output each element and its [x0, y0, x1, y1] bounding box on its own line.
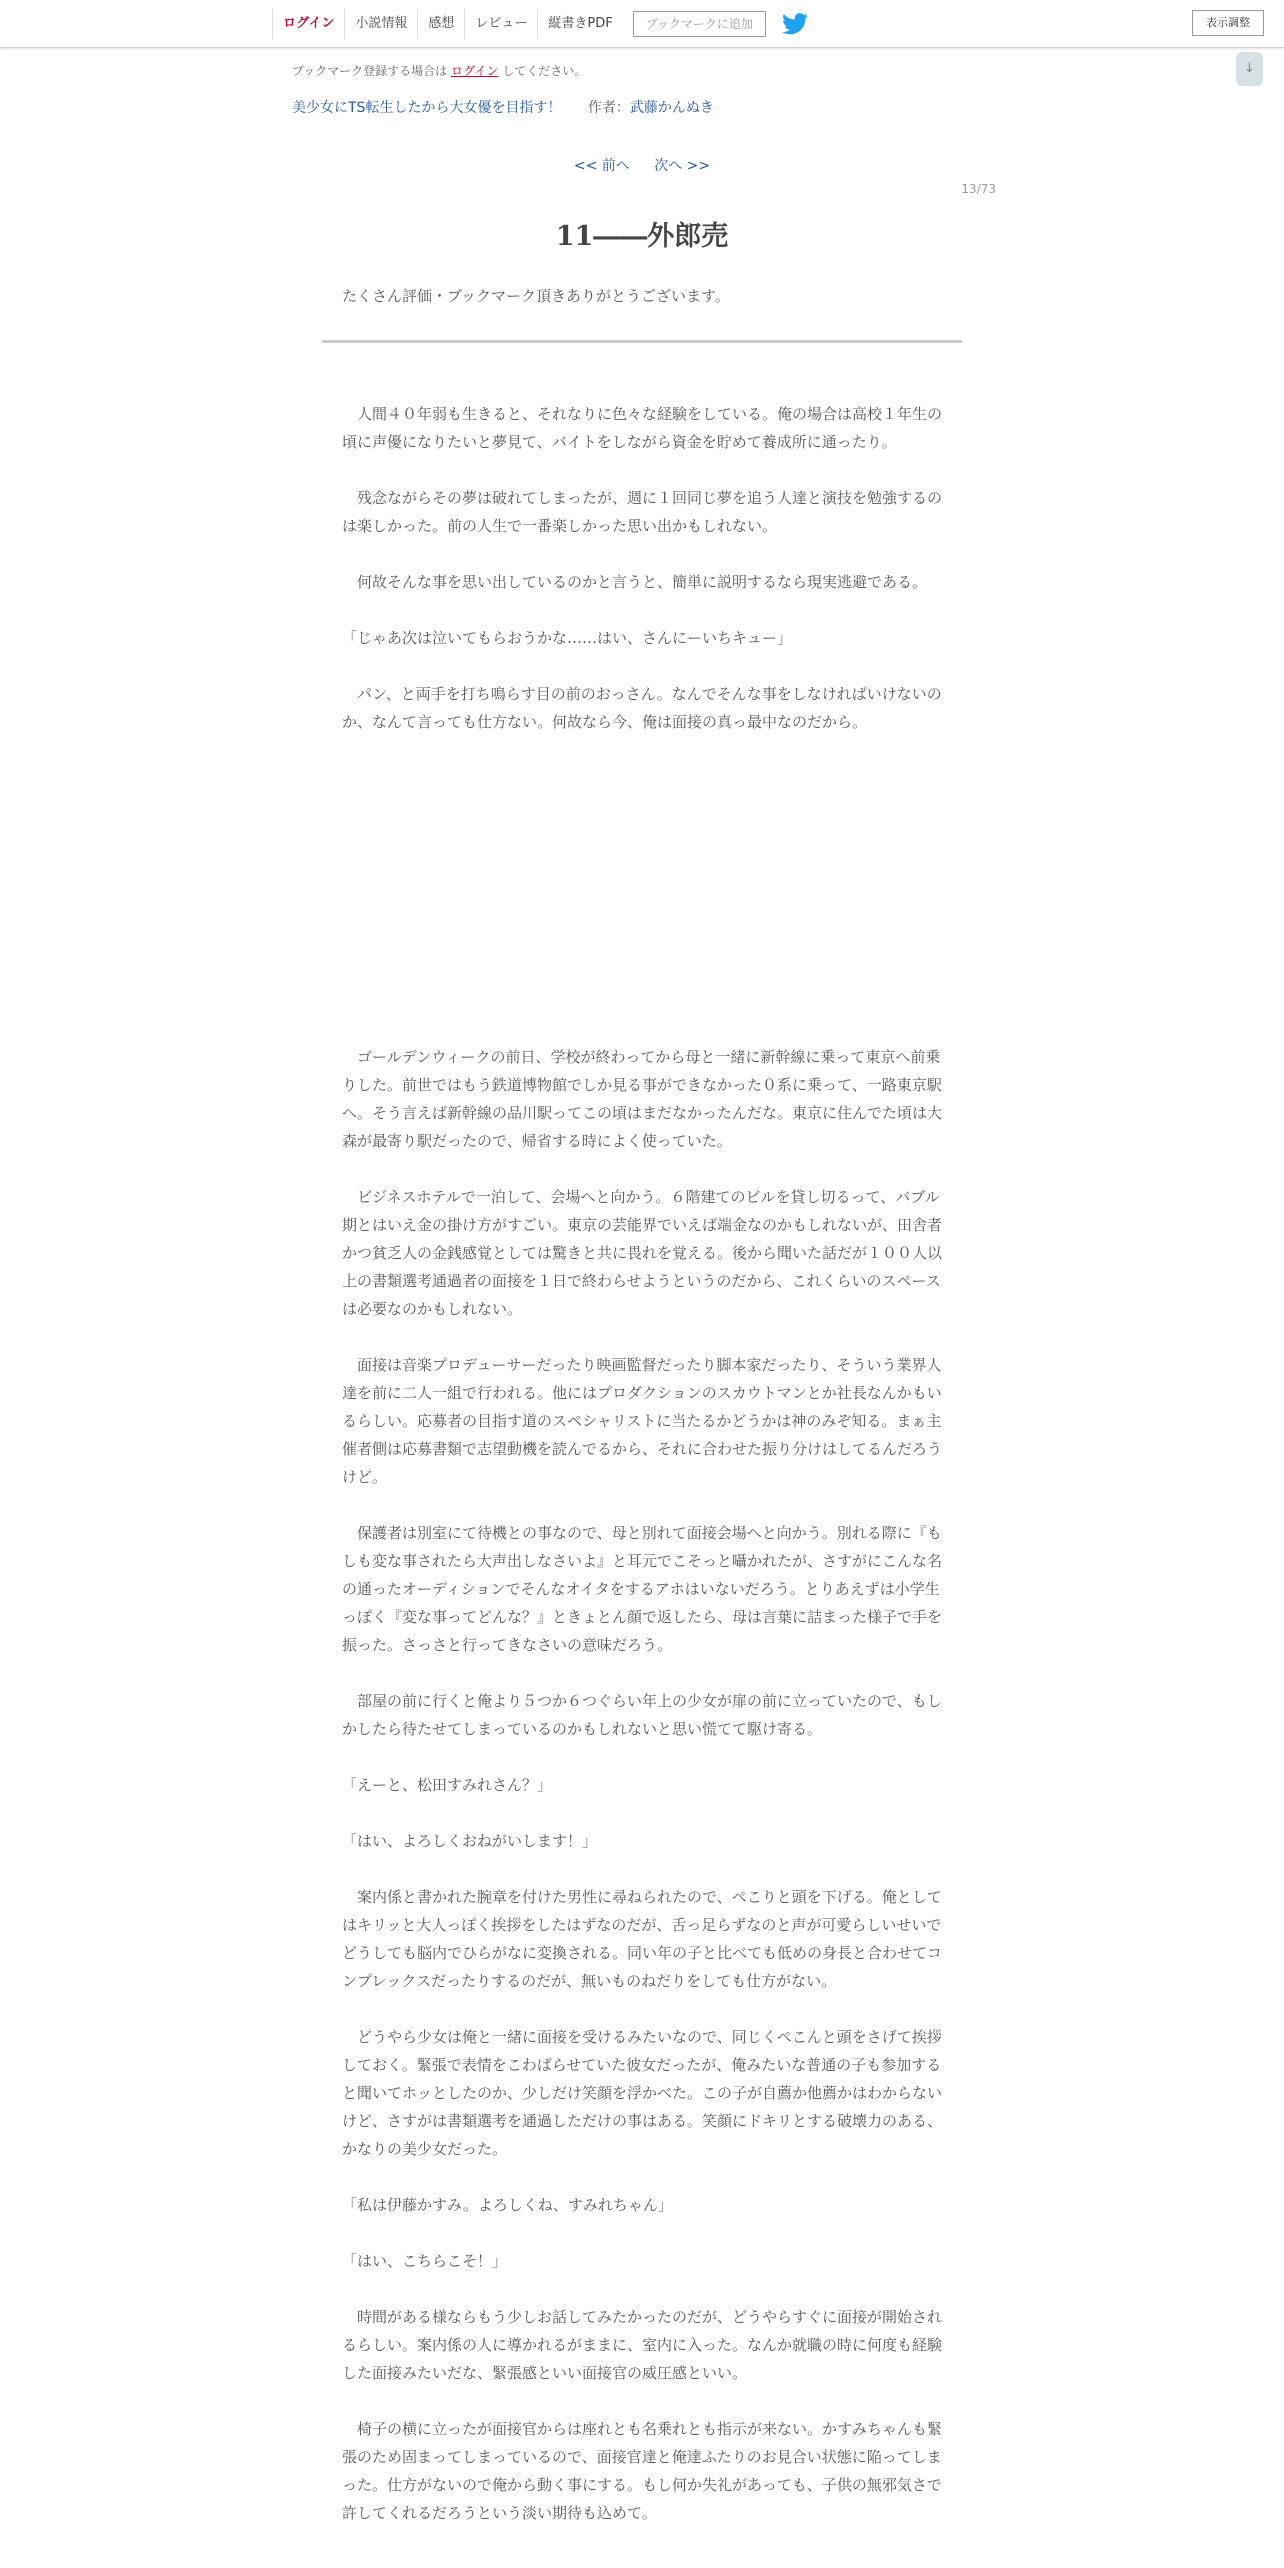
chapter-pager	[0, 155, 1284, 175]
body-paragraph: 保護者は別室にて待機との事なので、母と別れて面接会場へと向かう。別れる際に『もしも変な事されたら大声出しなさいよ』と耳元でこそっと囁かれたが、さすがにこんな名の通ったオーディションでそんなオイタをするアホはいないだろう。とりあえずは小学生っぽく『変な事ってどんな？』ときょとん顔で返したら、母は言葉に詰まった様子で手を振った。さっさと行ってきなさいの意味だろう。	[342, 1524, 943, 1654]
nav-impressions-link[interactable]: 感想	[417, 9, 464, 39]
chapter-counter: 13/73	[961, 182, 996, 196]
notice-text-before: ブックマーク登録する場合は	[292, 64, 448, 78]
body-paragraph: どうやら少女は俺と一緒に面接を受けるみたいなので、同じくぺこんと頭をさげて挨拶しておく。緊張で表情をこわばらせていた彼女だったが、俺みたいな普通の子も参加すると聞いてホッとしたのか、少しだけ笑顔を浮かべた。この子が自薦か他薦かはわからないけど、さすがは書類選考を通過しただけの事はある。笑顔にドキリとする破壊力のある、かなりの美少女だった。	[342, 2028, 943, 2158]
scroll-down-button[interactable]: ↓	[1236, 52, 1263, 86]
header-nav	[272, 9, 808, 39]
body-paragraph: ゴールデンウィークの前日、学校が終わってから母と一緒に新幹線に乗って東京へ前乗りした。前世ではもう鉄道博物館でしか見る事ができなかった０系に乗って、一路東京駅へ。そう言えば新幹線の品川駅ってこの頃はまだなかったんだな。東京に住んでた頃は大森が最寄り駅だったので、帰省する時によく使っていた。	[342, 1048, 943, 1150]
notice-text-after: してください。	[502, 64, 587, 78]
chapter-body-part-1	[342, 400, 942, 764]
body-paragraph: パン、と両手を打ち鳴らす目の前のおっさん。なんでそんな事をしなければいけないのか、なんて言っても仕方ない。何故なら今、俺は面接の真っ最中なのだから。	[342, 685, 942, 731]
nav-novel-info-link[interactable]: 小説情報	[344, 9, 417, 39]
body-paragraph: 残念ながらその夢は破れてしまったが、週に１回同じ夢を追う人達と演技を勉強するのは楽しかった。前の人生で一番楽しかった思い出かもしれない。	[342, 489, 943, 535]
display-settings-button[interactable]: 表示調整	[1192, 10, 1264, 36]
next-chapter-link[interactable]: 次へ >>	[654, 158, 711, 174]
author-label: 作者：	[587, 100, 630, 116]
novel-info-line	[292, 97, 714, 117]
body-paragraph: 案内係と書かれた腕章を付けた男性に尋ねられたので、ぺこりと頭を下げる。俺としてはキリッと大人っぽく挨拶をしたはずなのだが、舌っ足らずなのと声が可愛らしいせいでどうしても脳内でひらがなに変換される。同い年の子と比べても低めの身長と合わせてコンプレックスだったりするのだが、無いものねだりをしても仕方がない。	[342, 1888, 943, 1990]
body-paragraph: 部屋の前に行くと俺より５つか６つぐらい年上の少女が扉の前に立っていたので、もしかしたら待たせてしまっているのかもしれないと思い慌てて駆け寄る。	[342, 1692, 942, 1738]
chapter-body-part-2	[342, 1043, 942, 2555]
twitter-bird-icon[interactable]	[782, 13, 808, 35]
top-navigation-bar	[0, 0, 1284, 48]
body-paragraph: 時間がある様ならもう少しお話してみたかったのだが、どうやらすぐに面接が開始されるらしい。案内係の人に導かれるがままに、室内に入った。なんか就職の時に何度も経験した面接みたいだな、緊張感といい面接官の威圧感といい。	[342, 2308, 943, 2382]
body-paragraph: 人間４０年弱も生きると、それなりに色々な経験をしている。俺の場合は高校１年生の頃に声優になりたいと夢見て、バイトをしながら資金を貯めて養成所に通ったり。	[342, 405, 943, 451]
add-bookmark-button[interactable]: ブックマークに追加	[633, 11, 766, 37]
body-paragraph: 「私は伊藤かすみ。よろしくね、すみれちゃん」	[342, 2196, 673, 2214]
nav-review-link[interactable]: レビュー	[464, 9, 537, 39]
body-paragraph: 「はい、こちらこそ！」	[342, 2252, 508, 2270]
nav-vertical-pdf-link[interactable]: 縦書きPDF	[537, 9, 622, 39]
body-paragraph: 面接は音楽プロデューサーだったり映画監督だったり脚本家だったり、そういう業界人達を前に二人一組で行われる。他にはプロダクションのスカウトマンとか社長なんかもいるらしい。応募者の目指す道のスペシャリストに当たるかどうかは神のみぞ知る。まぁ主催者側は応募書類で志望動機を読んでるから、それに合わせた振り分けはしてるんだろうけど。	[342, 1356, 943, 1486]
chapter-preface: たくさん評価・ブックマーク頂きありがとうございます。	[342, 287, 730, 305]
novel-title-link[interactable]: 美少女にTS転生したから大女優を目指す！	[292, 100, 562, 116]
body-paragraph: 何故そんな事を思い出しているのかと言うと、簡単に説明するなら現実逃避である。	[342, 573, 928, 591]
bookmark-login-notice	[292, 62, 586, 79]
body-paragraph: 椅子の横に立ったが面接官からは座れとも名乗れとも指示が来ない。かすみちゃんも緊張のため固まってしまっているので、面接官達と俺達ふたりのお見合い状態に陥ってしまった。仕方がないので俺から動く事にする。もし何か失礼があっても、子供の無邪気さで許してくれるだろうという淡い期待も込めて。	[342, 2420, 943, 2522]
body-paragraph: 「えーと、松田すみれさん？」	[342, 1776, 553, 1794]
preface-divider	[322, 340, 962, 343]
body-paragraph: ビジネスホテルで一泊して、会場へと向かう。６階建てのビルを貸し切るって、バブル期とはいえ金の掛け方がすごい。東京の芸能界でいえば端金なのかもしれないが、田舎者かつ貧乏人の金銭感覚としては驚きと共に畏れを覚える。後から聞いた話だが１００人以上の書類選考通過者の面接を１日で終わらせようというのだから、これくらいのスペースは必要なのかもしれない。	[342, 1188, 943, 1318]
body-paragraph: 「じゃあ次は泣いてもらおうかな……はい、さんにーいちキュー」	[342, 629, 793, 647]
nav-login-link[interactable]: ログイン	[272, 9, 344, 39]
notice-login-link[interactable]: ログイン	[451, 64, 499, 78]
body-paragraph: 「はい、よろしくおねがいします！」	[342, 1832, 598, 1850]
prev-chapter-link[interactable]: << 前へ	[573, 158, 630, 174]
author-link[interactable]: 武藤かんぬき	[629, 100, 714, 116]
chapter-title: 11――外郎売	[555, 221, 729, 252]
